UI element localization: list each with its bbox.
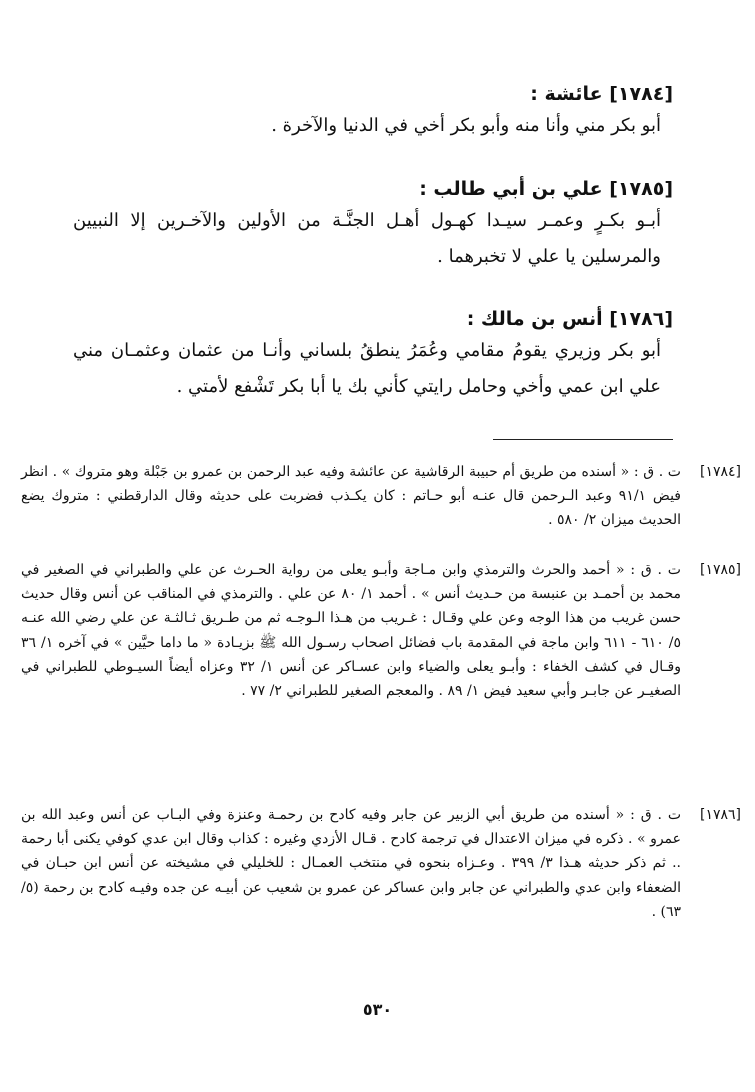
- footnote-text: ت . ق : « أسنده من طريق أبي الزبير عن جابر وفيه كادح بن رحمـة وعنزة وفي البـاب عن أنس وعبد الله بن عمرو » . ذكره في ميزان الاعتدال في ترجمة كادح . قـال الأزدي وغيره : كذاب وقال ابن عدي كوفي يكنى أبا رحمة .. ثم ذكر حديثه هـذا ٣/ ٣٩٩ . وعـزاه بنحوه في منتخب العمـال : للخليلي في مشيخته عن أنس ابن حبـان في الضعفاء وابن عدي والطبراني عن جابر وابن عساكر عن عمرو بن شعيب عن أبيـه عن جده وفيـه كادح بن رحمة (٥/ ٦٣) .: [21, 807, 682, 920]
- footnote-number: [١٧٨٥]: [699, 562, 741, 578]
- footnote-text: ت . ق : « أحمد والحرث والترمذي وابن مـاجة وأبـو يعلى من رواية الحـرث عن علي والطبراني في الصغير في محمد بن أحمـد بن عنبسة من حـديث أنس » . أحمد ١/ ٨٠ عن علي . والترمذي في المناقب عن أنس وقال حديث حسن غريب من هذا الوجه وعن علي وقـال : غـريب من هـذا الـوجـه ثم من طـريق ثـالثـة عن علي رضي الله عنـه ٥/ ٦١٠ - ٦١١ وابن ماجة في المقدمة باب فضائل اصحاب رسـول الله ﷺ بزيـادة « ما داما حيَّين » في آخره ١/ ٣٦ وقـال في كشف الخفاء : وأبـو يعلى والضياء وابن عسـاكر عن أنس ١/ ٣٢ وعزاه أيضاً السيـوطي للطبراني في الصغيـر عن جابـر وأبي سعيد فيض ١/ ٨٩ . والمعجم الصغير للطبراني ٢/ ٧٧ .: [21, 562, 682, 700]
- footnote-1785: [21, 558, 741, 703]
- entry-heading: [١٧٨٦] أنس بن مالك :: [466, 308, 673, 330]
- hadith-entry-1786: [73, 305, 673, 405]
- entry-heading: [١٧٨٥] علي بن أبي طالب :: [419, 178, 673, 200]
- footnote-text: ت . ق : « أسنده من طريق أم حبيبة الرقاشية عن عائشة وفيه عبد الرحمن بن عمرو بن جَبْلة وهو متروك » . انظر فيض ٩١/١ وعبد الـرحمن قال عنـه أبو حـاتم : كان يكـذب فضربت على حديثه وقال الدارقطني : متروك يضع الحديث ميزان ٢/ ٥٨٠ .: [21, 464, 681, 529]
- footnote-number: [١٧٨٤]: [699, 464, 741, 480]
- footnote-separator: [493, 439, 673, 440]
- footnote-1786: [21, 803, 741, 924]
- hadith-entry-1785: [73, 175, 673, 275]
- hadith-text: أبو بكر وزيري يقومُ مقامي وعُمَرُ ينطقُ بلساني وأنـا من عثمان وعثمـان مني علي ابن عمي وأخي وحامل رايتي كأني بك يا أبا بكر تَشْفع لأمتي .: [73, 340, 661, 397]
- page-number: ٥٣٠: [362, 1000, 393, 1019]
- hadith-text: أبو بكر مني وأنا منه وأبو بكر أخي في الدنيا والآخرة .: [271, 115, 661, 136]
- hadith-text: أبـو بكـرٍ وعمـر سيـدا كهـول أهـل الجنَّـة من الأولين والآخـرين إلا النبيين والمرسلين يا علي لا تخبرهما .: [73, 210, 661, 267]
- footnote-1784: [21, 460, 741, 533]
- entry-heading: [١٧٨٤] عائشة :: [530, 83, 673, 105]
- hadith-entry-1784: [73, 80, 673, 144]
- footnote-number: [١٧٨٦]: [699, 807, 741, 823]
